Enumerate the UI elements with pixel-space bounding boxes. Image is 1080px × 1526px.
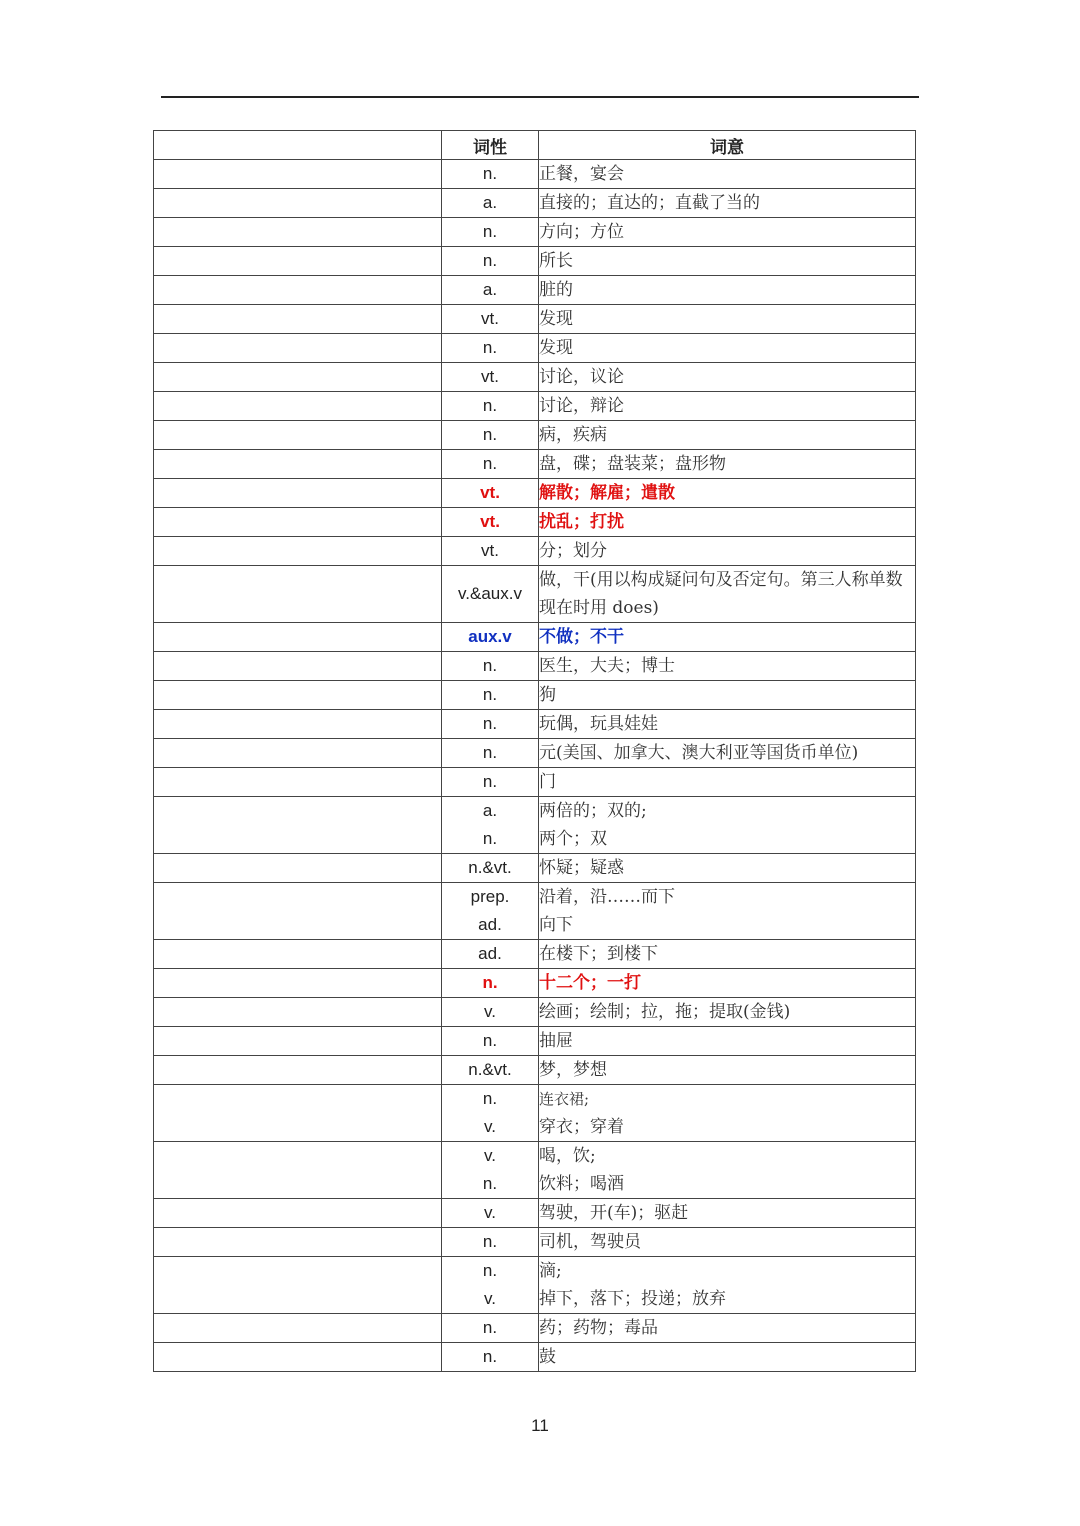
pos-cell	[442, 969, 539, 998]
pos-cell	[442, 334, 539, 363]
pos-text: n.	[482, 743, 498, 762]
table-row	[154, 1228, 916, 1257]
table-row	[154, 247, 916, 276]
meaning-cell	[539, 883, 916, 940]
meaning-cell	[539, 305, 916, 334]
pos-cell	[442, 1199, 539, 1228]
pos-cell	[442, 305, 539, 334]
word-cell	[154, 247, 442, 276]
pos-text: n.	[482, 685, 498, 704]
word-cell	[154, 508, 442, 537]
pos-cell	[442, 363, 539, 392]
pos-text: n.	[482, 222, 498, 241]
table-row	[154, 883, 916, 940]
table-row	[154, 218, 916, 247]
meaning-cell	[539, 1257, 916, 1314]
word-cell	[154, 1142, 442, 1199]
pos-cell	[442, 768, 539, 797]
meaning-text: 讨论，议论	[539, 367, 624, 387]
pos-text: n.	[482, 251, 498, 270]
meaning-cell	[539, 1056, 916, 1085]
pos-text: a.	[482, 193, 498, 212]
pos-text: vt.	[481, 309, 499, 328]
meaning-cell	[539, 710, 916, 739]
meaning-cell	[539, 739, 916, 768]
word-cell	[154, 681, 442, 710]
pos-text: n.	[482, 656, 498, 675]
table-row	[154, 450, 916, 479]
table-row	[154, 1027, 916, 1056]
word-cell	[154, 1257, 442, 1314]
table-row	[154, 1343, 916, 1372]
word-cell	[154, 479, 442, 508]
pos-text: a.	[482, 280, 498, 299]
meaning-cell	[539, 508, 916, 537]
table-row	[154, 276, 916, 305]
pos-cell	[442, 566, 539, 623]
meaning-cell	[539, 1314, 916, 1343]
meaning-text: 做，干(用以构成疑问句及否定句。第三人称单数现在时用 does)	[539, 570, 903, 618]
word-cell	[154, 1314, 442, 1343]
pos-text: n.	[482, 396, 498, 415]
word-cell	[154, 189, 442, 218]
page-number: 11	[531, 1416, 549, 1435]
pos-cell	[442, 392, 539, 421]
pos-cell	[442, 1056, 539, 1085]
meaning-cell	[539, 450, 916, 479]
pos-text: n.	[482, 1261, 498, 1280]
pos-cell	[442, 1228, 539, 1257]
meaning-cell	[539, 247, 916, 276]
meaning-cell	[539, 1085, 916, 1142]
meaning-text: 穿衣；穿着	[539, 1117, 624, 1137]
pos-cell	[442, 1314, 539, 1343]
pos-cell	[442, 1027, 539, 1056]
pos-cell	[442, 537, 539, 566]
pos-cell	[442, 479, 539, 508]
word-cell	[154, 998, 442, 1027]
pos-text: vt.	[480, 512, 500, 531]
table-row	[154, 739, 916, 768]
pos-text: v.	[484, 1146, 496, 1165]
meaning-text: 脏的	[539, 280, 573, 300]
pos-cell	[442, 739, 539, 768]
meaning-cell	[539, 998, 916, 1027]
meaning-cell	[539, 623, 916, 652]
meaning-text: 病，疾病	[539, 425, 607, 445]
meaning-text: 鼓	[539, 1347, 556, 1367]
word-cell	[154, 969, 442, 998]
table-row	[154, 940, 916, 969]
meaning-text: 药；药物；毒品	[539, 1318, 658, 1338]
pos-cell	[442, 1142, 539, 1199]
pos-cell	[442, 1257, 539, 1314]
meaning-text: 抽屉	[539, 1031, 573, 1051]
word-cell	[154, 1343, 442, 1372]
word-cell	[154, 1027, 442, 1056]
meaning-text: 医生，大夫；博士	[539, 656, 675, 676]
meaning-cell	[539, 479, 916, 508]
meaning-text: 喝，饮;	[539, 1146, 596, 1166]
table-row	[154, 623, 916, 652]
table-row	[154, 392, 916, 421]
table-row	[154, 854, 916, 883]
meaning-cell	[539, 854, 916, 883]
word-cell	[154, 768, 442, 797]
pos-cell	[442, 218, 539, 247]
meaning-cell	[539, 218, 916, 247]
pos-text: n.	[482, 714, 498, 733]
word-cell	[154, 276, 442, 305]
pos-text: n.	[482, 1174, 498, 1193]
meaning-cell	[539, 940, 916, 969]
table-row	[154, 421, 916, 450]
pos-cell	[442, 652, 539, 681]
pos-cell	[442, 940, 539, 969]
pos-text: n.	[482, 1318, 498, 1337]
meaning-cell	[539, 363, 916, 392]
word-cell	[154, 623, 442, 652]
meaning-text: 掉下，落下；投递；放弃	[539, 1289, 726, 1309]
meaning-text: 两倍的；双的;	[539, 801, 647, 821]
word-cell	[154, 160, 442, 189]
meaning-text: 司机，驾驶员	[539, 1232, 641, 1252]
meaning-text: 不做；不干	[539, 627, 624, 647]
meaning-text: 饮料；喝酒	[539, 1174, 624, 1194]
table-row	[154, 479, 916, 508]
pos-text: n.	[482, 1232, 498, 1251]
meaning-text: 发现	[539, 309, 573, 329]
pos-cell	[442, 883, 539, 940]
pos-text: n.	[482, 829, 498, 848]
pos-cell	[442, 681, 539, 710]
word-cell	[154, 1199, 442, 1228]
meaning-cell	[539, 160, 916, 189]
meaning-text: 滴;	[539, 1261, 562, 1281]
meaning-text: 发现	[539, 338, 573, 358]
pos-text: aux.v	[468, 627, 512, 646]
pos-cell	[442, 189, 539, 218]
meaning-text: 扰乱；打扰	[539, 512, 624, 532]
meaning-cell	[539, 1142, 916, 1199]
word-cell	[154, 305, 442, 334]
pos-cell	[442, 623, 539, 652]
meaning-text: 向下	[539, 915, 573, 935]
word-cell	[154, 537, 442, 566]
meaning-text: 十二个；一打	[539, 973, 641, 993]
pos-text: prep.	[470, 887, 510, 906]
pos-text: n.	[482, 164, 498, 183]
meaning-text: 绘画；绘制；拉，拖；提取(金钱)	[539, 1002, 791, 1022]
meaning-text: 直接的；直达的；直截了当的	[539, 193, 760, 213]
word-cell	[154, 392, 442, 421]
meaning-cell	[539, 652, 916, 681]
table-row	[154, 710, 916, 739]
word-cell	[154, 854, 442, 883]
meaning-cell	[539, 392, 916, 421]
pos-text: n.	[482, 454, 498, 473]
table-row	[154, 537, 916, 566]
word-cell	[154, 450, 442, 479]
pos-text: ad.	[478, 915, 502, 934]
pos-cell	[442, 421, 539, 450]
meaning-text: 正餐，宴会	[539, 164, 624, 184]
table-row	[154, 797, 916, 854]
word-cell	[154, 1228, 442, 1257]
word-cell	[154, 1085, 442, 1142]
table-row	[154, 1257, 916, 1314]
table-row	[154, 334, 916, 363]
meaning-text: 在楼下；到楼下	[539, 944, 658, 964]
table-row	[154, 363, 916, 392]
meaning-cell	[539, 797, 916, 854]
table-row	[154, 998, 916, 1027]
meaning-cell	[539, 768, 916, 797]
meaning-text: 狗	[539, 685, 556, 705]
meaning-text: 怀疑；疑惑	[539, 858, 624, 878]
pos-text: vt.	[481, 541, 499, 560]
meaning-text: 解散；解雇；遣散	[539, 483, 675, 503]
meaning-text: 元(美国、加拿大、澳大利亚等国货币单位)	[539, 743, 859, 763]
word-cell	[154, 710, 442, 739]
table-row	[154, 768, 916, 797]
meaning-text: 盘，碟；盘装菜；盘形物	[539, 454, 726, 474]
meaning-text: 所长	[539, 251, 573, 271]
word-cell	[154, 797, 442, 854]
meaning-cell	[539, 421, 916, 450]
meaning-cell	[539, 566, 916, 623]
pos-text: n.	[482, 338, 498, 357]
pos-text: v.&aux.v	[458, 584, 522, 603]
meaning-text: 驾驶，开(车)；驱赶	[539, 1203, 689, 1223]
meaning-text: 沿着，沿……而下	[539, 887, 675, 907]
table-row	[154, 652, 916, 681]
pos-cell	[442, 276, 539, 305]
pos-cell	[442, 247, 539, 276]
pos-text: n.	[482, 973, 498, 992]
table-row	[154, 508, 916, 537]
meaning-cell	[539, 1343, 916, 1372]
meaning-text: 讨论，辩论	[539, 396, 624, 416]
meaning-text: 连衣裙;	[539, 1090, 590, 1108]
pos-cell	[442, 797, 539, 854]
pos-cell	[442, 160, 539, 189]
pos-column-header: 词性	[442, 131, 539, 160]
pos-text: a.	[482, 801, 498, 820]
meaning-cell	[539, 681, 916, 710]
word-column-header	[154, 131, 442, 160]
pos-cell	[442, 710, 539, 739]
word-cell	[154, 739, 442, 768]
word-cell	[154, 566, 442, 623]
pos-cell	[442, 1085, 539, 1142]
pos-text: n.	[482, 1031, 498, 1050]
table-row	[154, 189, 916, 218]
pos-text: n.&vt.	[468, 858, 512, 877]
meaning-cell	[539, 969, 916, 998]
pos-text: v.	[484, 1203, 496, 1222]
pos-cell	[442, 854, 539, 883]
pos-text: n.&vt.	[468, 1060, 512, 1079]
pos-text: n.	[482, 425, 498, 444]
word-cell	[154, 363, 442, 392]
word-cell	[154, 421, 442, 450]
header-rule	[161, 96, 919, 98]
pos-text: v.	[484, 1289, 496, 1308]
meaning-cell	[539, 537, 916, 566]
word-cell	[154, 1056, 442, 1085]
meaning-column-header: 词意	[539, 131, 916, 160]
pos-text: v.	[484, 1002, 496, 1021]
table-row	[154, 1056, 916, 1085]
meaning-cell	[539, 276, 916, 305]
table-row	[154, 1314, 916, 1343]
pos-text: ad.	[478, 944, 502, 963]
meaning-cell	[539, 189, 916, 218]
table-row	[154, 681, 916, 710]
pos-text: vt.	[481, 367, 499, 386]
table-header-row	[154, 131, 916, 160]
pos-cell	[442, 1343, 539, 1372]
pos-cell	[442, 998, 539, 1027]
meaning-cell	[539, 1228, 916, 1257]
meaning-text: 两个；双	[539, 829, 607, 849]
pos-text: n.	[482, 1347, 498, 1366]
meaning-cell	[539, 1199, 916, 1228]
pos-text: n.	[482, 1089, 498, 1108]
meaning-text: 玩偶，玩具娃娃	[539, 714, 658, 734]
table-row	[154, 305, 916, 334]
meaning-cell	[539, 1027, 916, 1056]
meaning-text: 分；划分	[539, 541, 607, 561]
table-row	[154, 969, 916, 998]
meaning-text: 方向；方位	[539, 222, 624, 242]
meaning-text: 门	[539, 772, 556, 792]
word-cell	[154, 334, 442, 363]
word-cell	[154, 940, 442, 969]
table-row	[154, 1199, 916, 1228]
table-row	[154, 1142, 916, 1199]
table-row	[154, 566, 916, 623]
pos-cell	[442, 450, 539, 479]
word-cell	[154, 883, 442, 940]
pos-text: n.	[482, 772, 498, 791]
vocabulary-table	[153, 130, 916, 1372]
meaning-text: 梦，梦想	[539, 1060, 607, 1080]
table-row	[154, 1085, 916, 1142]
table-row	[154, 160, 916, 189]
word-cell	[154, 218, 442, 247]
meaning-cell	[539, 334, 916, 363]
table-body	[154, 160, 916, 1372]
pos-text: vt.	[480, 483, 500, 502]
pos-cell	[442, 508, 539, 537]
pos-text: v.	[484, 1117, 496, 1136]
word-cell	[154, 652, 442, 681]
